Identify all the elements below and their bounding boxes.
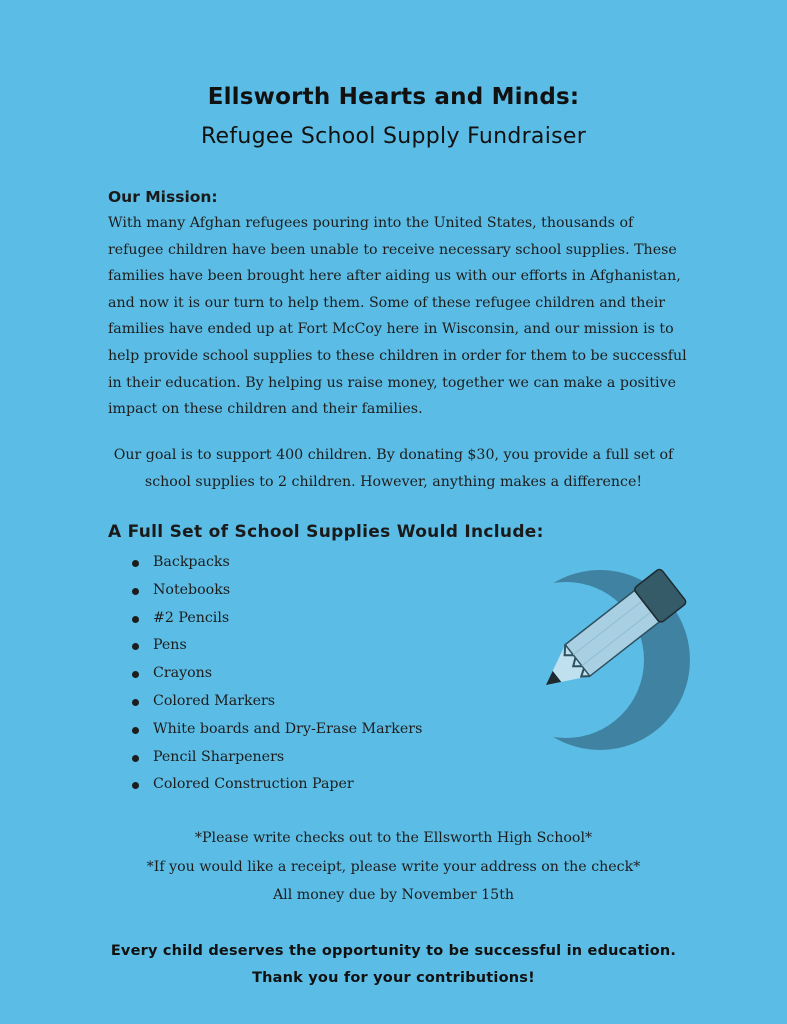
bullet-icon — [132, 588, 139, 595]
list-item — [130, 771, 422, 799]
goal-statement: Our goal is to support 400 children. By donating $30, you provide a full set of school supplies to 2 children. However, anything makes a difference! — [113, 447, 674, 490]
due-date-note: All money due by November 15th — [272, 887, 515, 903]
bullet-icon — [132, 560, 139, 567]
mission-body: With many Afghan refugees pouring into the United States, thousands of refugee children have been unable to receive necessary school supplies. These families have been brought here after aiding us with our efforts in Afghanistan, and now it is our turn to help them. Some of these refugee children and their families have ended up at Fort McCoy here in Wisconsin, and our mission is to help provide school supplies to these children in order for them to be successful in their education. By helping us raise money, together we can make a positive impact on these children and their families. — [108, 215, 687, 418]
page-title: Ellsworth Hearts and Minds: — [207, 84, 580, 110]
bullet-icon — [132, 671, 139, 678]
list-item-label: Backpacks — [153, 554, 230, 570]
closing-line-1: Every child deserves the opportunity to be successful in education. — [110, 943, 677, 959]
receipt-note: *If you would like a receipt, please write your address on the check* — [146, 858, 641, 875]
bullet-icon — [132, 755, 139, 762]
bullet-icon — [132, 699, 139, 706]
bullet-icon — [132, 643, 139, 650]
payment-notes — [0, 824, 787, 910]
bullet-icon — [132, 782, 139, 789]
list-item — [130, 549, 422, 577]
pencil-moon-icon — [500, 565, 700, 755]
list-item — [130, 605, 422, 633]
list-item-label: White boards and Dry-Erase Markers — [153, 720, 423, 737]
closing-line-2: Thank you for your contributions! — [252, 970, 535, 986]
list-item — [130, 688, 422, 716]
list-item-label: Pencil Sharpeners — [153, 748, 285, 765]
closing-message — [0, 938, 787, 992]
list-item-label: #2 Pencils — [153, 609, 230, 626]
list-item — [130, 632, 422, 660]
list-item-label: Colored Construction Paper — [153, 776, 354, 793]
bullet-icon — [132, 727, 139, 734]
list-item-label: Colored Markers — [153, 692, 276, 709]
supplies-list — [130, 549, 422, 799]
list-item-label: Pens — [153, 637, 187, 654]
mission-heading: Our Mission: — [108, 188, 218, 206]
list-item — [130, 744, 422, 772]
bullet-icon — [132, 616, 139, 623]
list-item — [130, 577, 422, 605]
list-item — [130, 716, 422, 744]
list-item — [130, 660, 422, 688]
page-subtitle: Refugee School Supply Fundraiser — [200, 124, 587, 149]
checks-note: *Please write checks out to the Ellsworth High School* — [194, 830, 593, 846]
supplies-heading: A Full Set of School Supplies Would Include: — [108, 522, 544, 542]
list-item-label: Notebooks — [153, 581, 231, 598]
list-item-label: Crayons — [153, 665, 213, 682]
